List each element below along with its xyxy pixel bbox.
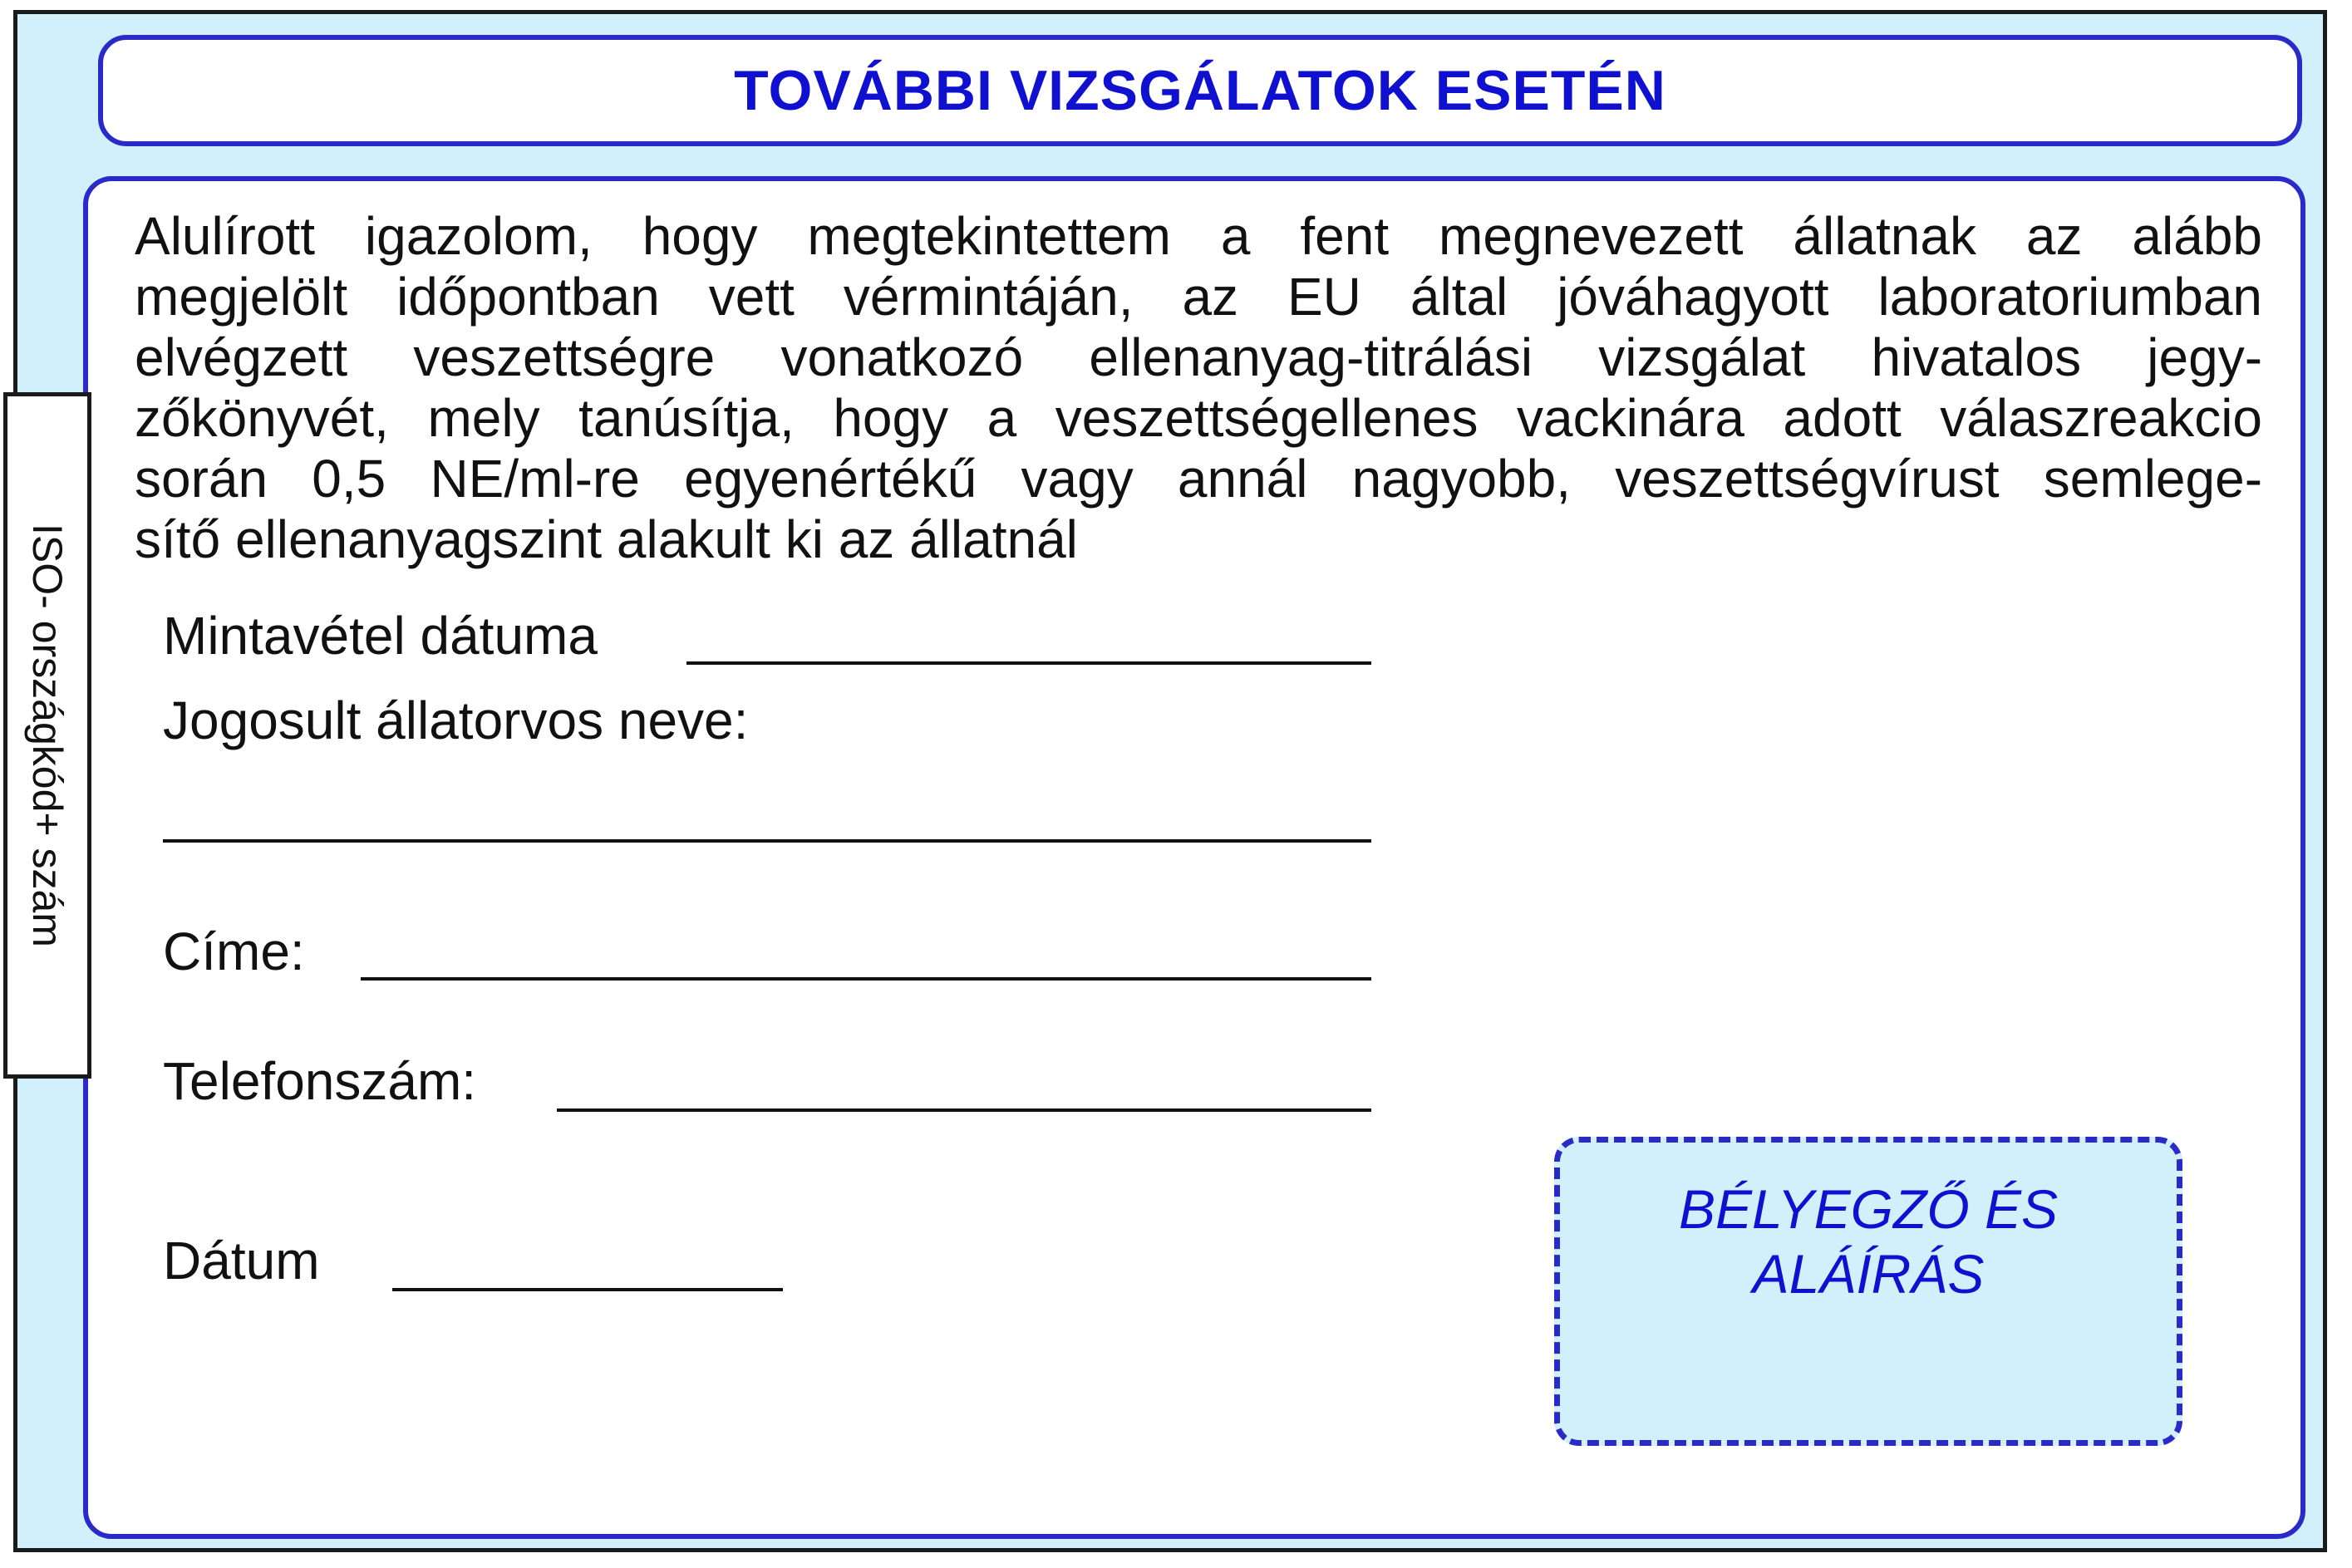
statement-line: elvégzett veszettségre vonatkozó ellenanyag-titrálási vizsgálat hivatalos jegy-: [135, 327, 2262, 387]
page-title: TOVÁBBI VIZSGÁLATOK ESETÉN: [734, 59, 1666, 122]
statement-line: megjelölt időpontban vett vérmintáján, az EU által jóváhagyott laboratoriumban: [135, 267, 2262, 327]
iso-code-tab: [3, 392, 91, 1079]
address-label: Címe:: [163, 922, 305, 981]
phone-label: Telefonszám:: [163, 1051, 477, 1111]
statement-line: során 0,5 NE/ml-re egyenértékű vagy annál nagyobb, veszettségvírust semlege-: [135, 449, 2262, 509]
statement-line: zőkönyvét, mely tanúsítja, hogy a veszettségellenes vackinára adott válaszreakcio: [135, 388, 2262, 448]
title-box: [98, 35, 2302, 146]
stamp-line-2: ALÁÍRÁS: [1752, 1243, 1985, 1305]
sampling-date-label: Mintavétel dátuma: [163, 606, 598, 666]
stamp-line-1: BÉLYEGZŐ ÉS: [1678, 1178, 2059, 1240]
stamp-signature-box[interactable]: [1554, 1137, 2182, 1446]
statement-line: Alulírott igazolom, hogy megtekintettem a fent megnevezett állatnak az alább: [135, 206, 2262, 266]
date-label: Dátum: [163, 1231, 320, 1290]
sampling-date-field[interactable]: [686, 661, 1371, 665]
certification-statement: [135, 206, 2262, 570]
statement-line: sítő ellenanyagszint alakult ki az állatnál: [135, 509, 1078, 569]
phone-field[interactable]: [557, 1108, 1371, 1112]
address-field[interactable]: [361, 977, 1371, 981]
vet-name-field[interactable]: [163, 839, 1371, 843]
iso-code-label: ISO- országkód+ szám: [24, 523, 71, 947]
date-field[interactable]: [392, 1288, 783, 1291]
vet-name-label: Jogosult állatorvos neve:: [163, 691, 749, 750]
